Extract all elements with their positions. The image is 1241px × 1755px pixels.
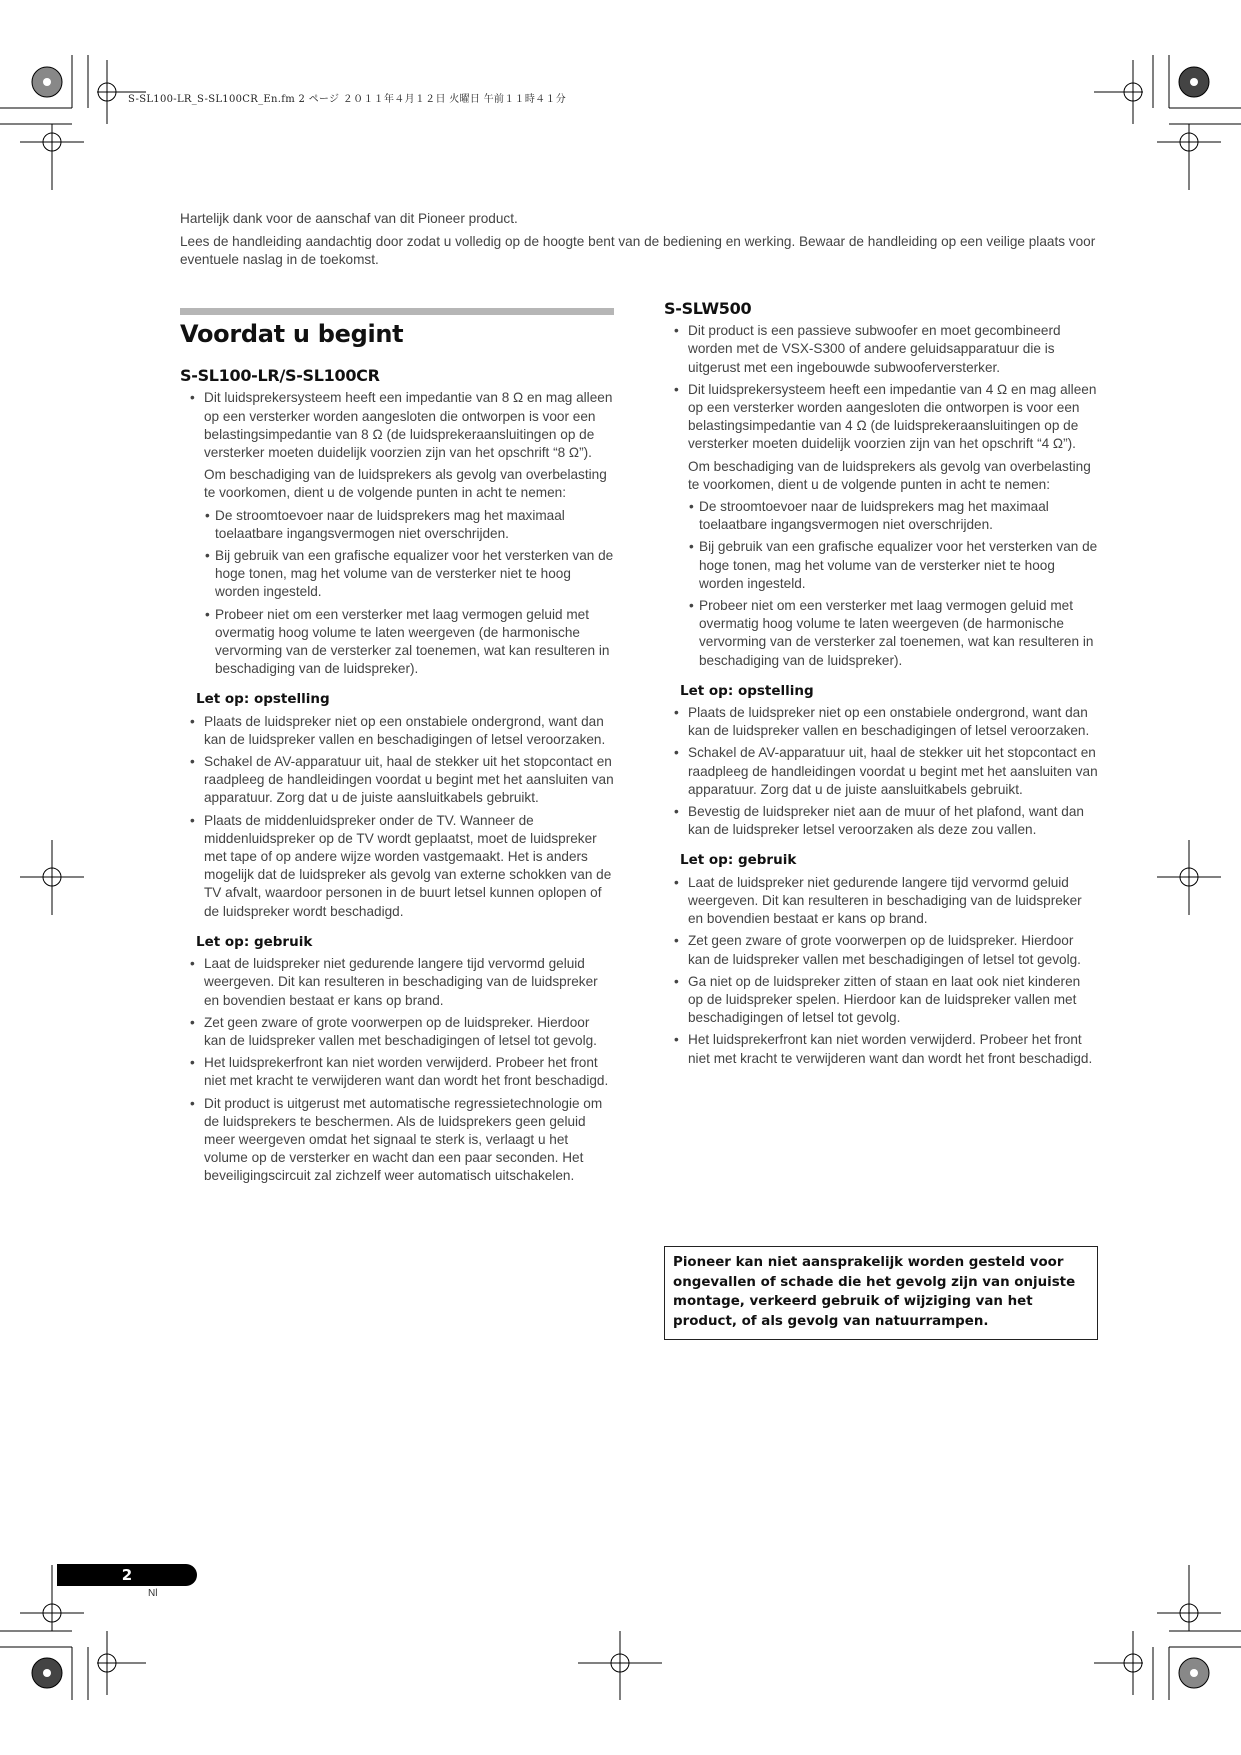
right-column xyxy=(664,300,1098,1072)
spec-sublist xyxy=(688,498,1098,670)
section-bar xyxy=(180,308,614,315)
list-item: • Dit product is een passieve subwoofer en moet gecombineerd worden met de VSX-S300 of andere geluidsapparatuur die is uitgerust met een ingebouwde subwooferversterker. xyxy=(664,322,1098,377)
list-item: • Probeer niet om een versterker met laag vermogen geluid met overmatig hoog volume te laten weergeven (de harmonische vervorming van de versterker zal toenemen, wat kan resulteren in beschadiging van de luidspreker). xyxy=(688,597,1098,670)
list-item: • Zet geen zware of grote voorwerpen op de luidspreker. Hierdoor kan de luidspreker vallen met beschadigingen of letsel tot gevolg. xyxy=(180,1014,614,1050)
spec-para: Om beschadiging van de luidsprekers als gevolg van overbelasting te voorkomen, dient u de volgende punten in acht te nemen: xyxy=(688,458,1091,492)
intro-thanks: Hartelijk dank voor de aanschaf van dit Pioneer product. xyxy=(180,211,518,226)
model-heading-sl100: S-SL100-LR/S-SL100CR xyxy=(180,366,380,386)
model-heading-slw500: S-SLW500 xyxy=(664,299,752,318)
intro xyxy=(180,210,1100,274)
spec-list xyxy=(664,322,1098,670)
section-title: Voordat u begint xyxy=(180,320,404,348)
list-item: • Het luidsprekerfront kan niet worden verwijderd. Probeer het front niet met kracht te verwijderen want dan wordt het front beschadigd. xyxy=(180,1054,614,1090)
setup-list xyxy=(180,713,614,921)
intro-instructions: Lees de handleiding aandachtig door zodat u volledig op de hoogte bent van de bediening en werking. Bewaar de handleiding op een veilige plaats voor eventuele naslag in de toekomst. xyxy=(180,233,1096,267)
liability-notice: Pioneer kan niet aansprakelijk worden gesteld voor ongevallen of schade die het gevolg zijn van onjuiste montage, verkeerd gebruik of wijziging van het product, of als gevolg van natuurrampen. xyxy=(664,1246,1098,1340)
list-item: • Plaats de middenluidspreker onder de TV. Wanneer de middenluidspreker op de TV wordt geplaatst, moet de luidspreker met tape of op andere wijze worden vastgemaakt. Het is anders mogelijk dat de luidspreker als gevolg van externe schokken van de TV afvalt, waardoor personen in de buurt letsel kunnen oplopen of de luidspreker wordt beschadigd. xyxy=(180,812,614,921)
spec-list xyxy=(180,389,614,678)
list-item: • Probeer niet om een versterker met laag vermogen geluid met overmatig hoog volume te laten weergeven (de harmonische vervorming van de versterker zal toenemen, wat kan resulteren in beschadiging van de luidspreker). xyxy=(204,606,614,679)
page-language: Nl xyxy=(148,1588,158,1599)
list-item: • Schakel de AV-apparatuur uit, haal de stekker uit het stopcontact en raadpleeg de handleidingen voordat u begint met het aansluiten van apparatuur. Zorg dat u de juiste aansluitkabels gebruikt. xyxy=(180,753,614,808)
page-number: 2 xyxy=(121,1566,133,1584)
spec-sublist xyxy=(204,507,614,679)
use-list xyxy=(664,874,1098,1068)
list-item: • Bij gebruik van een grafische equalizer voor het versterken van de hoge tonen, mag het volume van de versterker niet te hoog worden ingesteld. xyxy=(204,547,614,602)
list-item: • Plaats de luidspreker niet op een onstabiele ondergrond, want dan kan de luidspreker vallen en beschadigingen of letsel veroorzaken. xyxy=(180,713,614,749)
use-heading: Let op: gebruik xyxy=(680,852,797,869)
left-column xyxy=(180,308,614,1190)
setup-heading: Let op: opstelling xyxy=(680,682,814,699)
setup-heading: Let op: opstelling xyxy=(196,691,330,708)
setup-list xyxy=(664,704,1098,839)
spec-text: Dit luidsprekersysteem heeft een impedantie van 8 Ω en mag alleen op een versterker worden aangesloten die ontworpen is voor een belastingsimpedantie van 8 Ω (de luidsprekeraansluitingen op de versterker moeten duidelijk voorzien zijn van het opschrift “8 Ω”). xyxy=(204,390,613,461)
list-item: • Laat de luidspreker niet gedurende langere tijd vervormd geluid weergeven. Dit kan resulteren in beschadiging van de luidspreker en bovendien bestaat er kans op brand. xyxy=(664,874,1098,929)
use-heading: Let op: gebruik xyxy=(196,933,313,950)
print-info: S-SL100-LR_S-SL100CR_En.fm 2 ページ ２０１１年４月１２日 火曜日 午前１１時４１分 xyxy=(128,94,567,105)
list-item: • Laat de luidspreker niet gedurende langere tijd vervormd geluid weergeven. Dit kan resulteren in beschadiging van de luidspreker en bovendien bestaat er kans op brand. xyxy=(180,955,614,1010)
list-item: • Zet geen zware of grote voorwerpen op de luidspreker. Hierdoor kan de luidspreker vallen met beschadigingen of letsel tot gevolg. xyxy=(664,932,1098,968)
list-item: • Ga niet op de luidspreker zitten of staan en laat ook niet kinderen op de luidspreker spelen. Hierdoor kan de luidspreker vallen met beschadigingen of letsel tot gevolg. xyxy=(664,973,1098,1028)
spec-para: Om beschadiging van de luidsprekers als gevolg van overbelasting te voorkomen, dient u de volgende punten in acht te nemen: xyxy=(204,467,607,501)
spec-text: Dit luidsprekersysteem heeft een impedantie van 4 Ω en mag alleen op een versterker worden aangesloten die ontworpen is voor een belastingsimpedantie van 4 Ω (de luidsprekeraansluitingen op de versterker moeten duidelijk voorzien zijn van het opschrift “4 Ω”). xyxy=(688,381,1097,452)
list-item: • De stroomtoevoer naar de luidsprekers mag het maximaal toelaatbare ingangsvermogen niet overschrijden. xyxy=(688,498,1098,534)
list-item xyxy=(180,389,614,678)
list-item: • Dit product is uitgerust met automatische regressietechnologie om de luidsprekers te beschermen. Als de luidsprekers geen geluid meer weergeven omdat het signaal te sterk is, verlaagt u het volume op de versterker en wacht dan een paar seconden. Het beveiligingscircuit zal zichzelf weer automatisch uitschakelen. xyxy=(180,1095,614,1186)
use-list xyxy=(180,955,614,1185)
list-item xyxy=(664,381,1098,670)
list-item: • Schakel de AV-apparatuur uit, haal de stekker uit het stopcontact en raadpleeg de handleidingen voordat u begint met het aansluiten van apparatuur. Zorg dat u de juiste aansluitkabels gebruikt. xyxy=(664,744,1098,799)
list-item: • Plaats de luidspreker niet op een onstabiele ondergrond, want dan kan de luidspreker vallen en beschadigingen of letsel veroorzaken. xyxy=(664,704,1098,740)
list-item: • De stroomtoevoer naar de luidsprekers mag het maximaal toelaatbare ingangsvermogen niet overschrijden. xyxy=(204,507,614,543)
list-item: • Het luidsprekerfront kan niet worden verwijderd. Probeer het front niet met kracht te verwijderen want dan wordt het front beschadigd. xyxy=(664,1031,1098,1067)
list-item: • Bevestig de luidspreker niet aan de muur of het plafond, want dan kan de luidspreker letsel veroorzaken als deze zou vallen. xyxy=(664,803,1098,839)
list-item: • Bij gebruik van een grafische equalizer voor het versterken van de hoge tonen, mag het volume van de versterker niet te hoog worden ingesteld. xyxy=(688,538,1098,593)
